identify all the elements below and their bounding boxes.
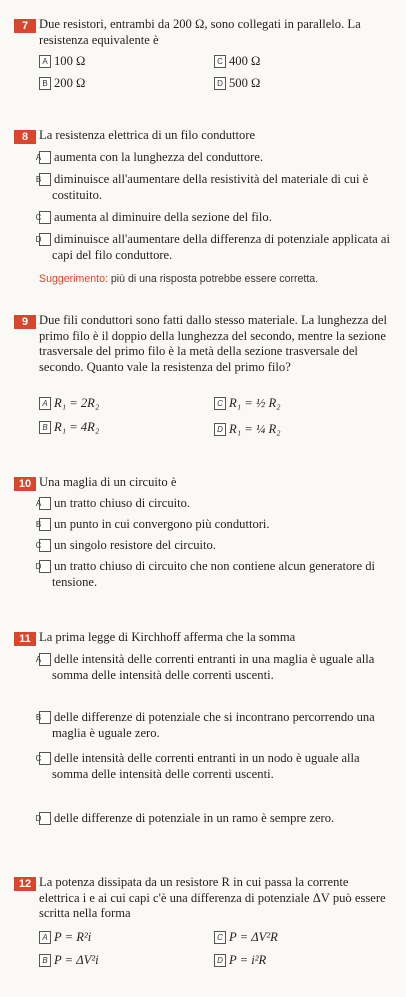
option-letter: D	[39, 233, 51, 246]
option-letter: C	[39, 211, 51, 224]
question-number: 7	[14, 19, 36, 33]
answer-option-a[interactable]	[35, 496, 391, 512]
question-text: La resistenza elettrica di un filo conduttore	[39, 128, 256, 142]
answer-option-d[interactable]	[214, 76, 260, 92]
option-text: un singolo resistore del circuito.	[54, 538, 216, 552]
answer-option-c[interactable]	[35, 210, 391, 226]
option-letter: D	[214, 77, 226, 90]
option-text: 100 Ω	[54, 54, 86, 68]
option-text: 200 Ω	[54, 76, 86, 90]
question-number: 8	[14, 130, 36, 144]
question-text: La potenza dissipata da un resistore R in cui passa la corrente elettrica i e ai cui capi c'è una differenza di potenziale ΔV può essere scritta nella forma	[39, 875, 386, 921]
answer-option-d[interactable]	[35, 811, 391, 827]
option-text: 400 Ω	[229, 54, 261, 68]
option-text: aumenta con la lunghezza del conduttore.	[54, 150, 264, 164]
answer-option-c[interactable]	[35, 538, 391, 554]
option-letter: B	[39, 711, 51, 724]
option-text: P = i²R	[229, 953, 267, 967]
question-number: 9	[14, 315, 36, 329]
answer-option-b[interactable]	[35, 710, 391, 741]
option-text: un tratto chiuso di circuito.	[54, 496, 191, 510]
answer-option-a[interactable]	[39, 930, 91, 946]
answer-option-c[interactable]	[214, 54, 260, 70]
answer-option-d[interactable]	[35, 559, 391, 590]
answer-option-a[interactable]	[39, 54, 85, 70]
question-text: Due fili conduttori sono fatti dallo stesso materiale. La lunghezza del primo filo è il doppio della lunghezza del secondo, mentre la sezione trasversale del primo filo è la metà della sezione trasversale del secondo. Quanto vale la resistenza del primo filo?	[39, 313, 387, 374]
option-text: P = ΔV²i	[54, 953, 99, 967]
hint-label: Suggerimento:	[39, 273, 108, 285]
option-letter: A	[39, 497, 51, 510]
option-text: un punto in cui convergono più conduttori.	[54, 517, 270, 531]
hint-text: più di una risposta potrebbe essere corretta.	[110, 273, 319, 285]
answer-option-a[interactable]	[35, 150, 391, 166]
option-text: R₁ = 4R₂	[54, 420, 100, 434]
option-letter: A	[39, 55, 51, 68]
option-letter: D	[39, 812, 51, 825]
option-letter: A	[39, 653, 51, 666]
answer-option-b[interactable]	[35, 517, 391, 533]
answer-option-b[interactable]	[39, 76, 85, 92]
option-letter: D	[39, 560, 51, 573]
option-letter: A	[39, 397, 51, 410]
answer-option-c[interactable]	[35, 751, 391, 782]
option-text: delle intensità delle correnti entranti in un nodo è uguale alla somma delle intensità delle correnti uscenti.	[52, 751, 360, 781]
question-text: Una maglia di un circuito è	[39, 475, 177, 489]
question-number: 11	[14, 632, 36, 646]
option-text: diminuisce all'aumentare della resistività del materiale di cui è costituito.	[52, 172, 369, 202]
option-text: P = R²i	[54, 930, 92, 944]
answer-option-d[interactable]	[35, 232, 391, 263]
option-letter: C	[214, 397, 226, 410]
option-letter: A	[39, 931, 51, 944]
answer-option-b[interactable]	[39, 953, 99, 969]
option-text: 500 Ω	[229, 76, 261, 90]
option-letter: C	[214, 931, 226, 944]
option-text: delle differenze di potenziale che si incontrano percorrendo una maglia è uguale zero.	[52, 710, 375, 740]
answer-option-a[interactable]	[39, 396, 99, 412]
option-letter: C	[214, 55, 226, 68]
question-number: 12	[14, 877, 36, 891]
question-number: 10	[14, 477, 36, 491]
option-letter: D	[214, 954, 226, 967]
option-letter: B	[39, 173, 51, 186]
option-letter: B	[39, 77, 51, 90]
question-text: Due resistori, entrambi da 200 Ω, sono collegati in parallelo. La resistenza equivalente è	[39, 17, 361, 47]
option-text: R₁ = 2R₂	[54, 396, 100, 410]
answer-option-c[interactable]	[214, 930, 278, 946]
answer-option-d[interactable]	[214, 422, 281, 438]
hint	[39, 272, 391, 286]
option-text: R₁ = ½ R₂	[229, 396, 281, 410]
answer-option-b[interactable]	[35, 172, 391, 203]
answer-option-d[interactable]	[214, 953, 266, 969]
option-letter: C	[39, 752, 51, 765]
option-letter: D	[214, 423, 226, 436]
option-text: aumenta al diminuire della sezione del filo.	[54, 210, 272, 224]
option-letter: C	[39, 539, 51, 552]
option-text: delle differenze di potenziale in un ramo è sempre zero.	[54, 811, 335, 825]
option-text: R₁ = ¼ R₂	[229, 422, 281, 436]
option-letter: A	[39, 151, 51, 164]
option-text: P = ΔV²R	[229, 930, 278, 944]
option-text: delle intensità delle correnti entranti in una maglia è uguale alla somma delle intensità delle correnti uscenti.	[52, 652, 375, 682]
answer-option-b[interactable]	[39, 420, 99, 436]
question-text: La prima legge di Kirchhoff afferma che la somma	[39, 630, 296, 644]
option-letter: B	[39, 518, 51, 531]
option-letter: B	[39, 954, 51, 967]
answer-option-c[interactable]	[214, 396, 281, 412]
option-text: un tratto chiuso di circuito che non contiene alcun generatore di tensione.	[52, 559, 376, 589]
answer-option-a[interactable]	[35, 652, 391, 683]
option-letter: B	[39, 421, 51, 434]
option-text: diminuisce all'aumentare della differenza di potenziale applicata ai capi del filo conduttore.	[52, 232, 390, 262]
